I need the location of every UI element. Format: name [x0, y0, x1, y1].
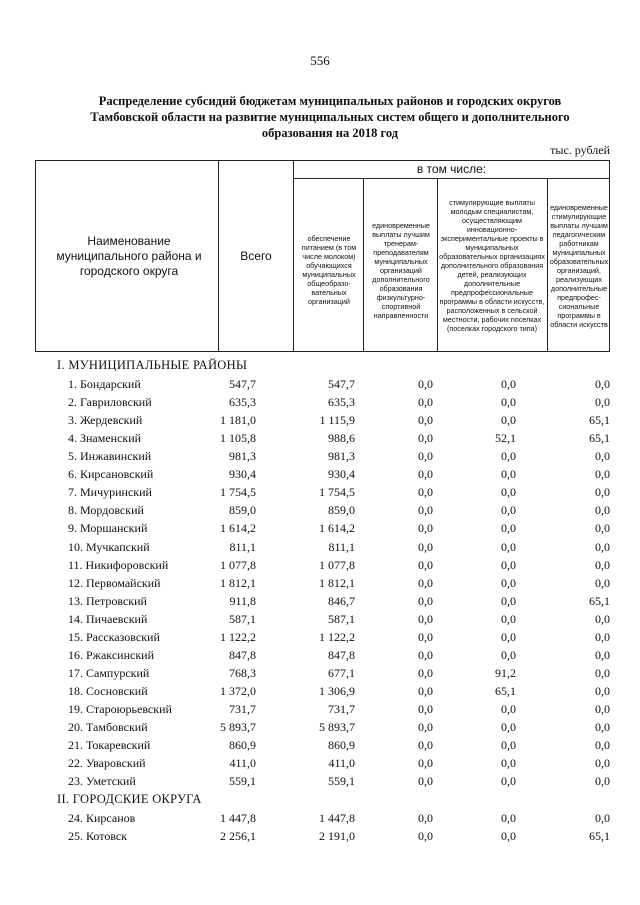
row-ped: 0,0 [595, 647, 610, 662]
row-ped: 0,0 [595, 738, 610, 753]
row-food: 811,1 [328, 539, 355, 554]
row-coach: 0,0 [418, 449, 433, 464]
row-stim: 91,2 [495, 665, 516, 680]
row-coach: 0,0 [418, 738, 433, 753]
table-row [0, 413, 640, 431]
row-total: 559,1 [229, 774, 256, 789]
row-stim: 0,0 [501, 593, 516, 608]
row-food: 1 754,5 [319, 485, 355, 500]
row-stim: 0,0 [501, 575, 516, 590]
table-row [0, 648, 640, 666]
table-row [0, 829, 640, 847]
row-food: 846,7 [328, 593, 355, 608]
row-stim: 0,0 [501, 756, 516, 771]
row-total: 635,3 [229, 395, 256, 410]
column-header-stim: стимулирующие выплаты молодым специалистам, осуществляющим инновационно- экспериментальные проекты в муниципальных образовательных организациях дополнительного образования детей, реализующих дополнительные предпрофессиональные программы в области искусств, расположенных в сельской местности, рабочих поселках (поселках городского типа) [439, 197, 545, 333]
title-line-1: Распределение субсидий бюджетам муниципальных районов и городских округов [98, 94, 562, 108]
row-name: 22. Уваровский [68, 756, 146, 771]
row-name: 25. Котовск [68, 829, 128, 844]
row-food: 1 447,8 [319, 811, 355, 826]
row-total: 981,3 [229, 449, 256, 464]
row-total: 2 256,1 [220, 829, 256, 844]
row-total: 5 893,7 [220, 720, 256, 734]
row-food: 5 893,7 [319, 720, 355, 734]
row-total: 1 105,8 [220, 431, 256, 446]
row-total: 1 812,1 [220, 575, 256, 590]
page-number: 556 [310, 53, 330, 68]
row-total: 1 372,0 [220, 683, 256, 698]
row-total: 1 754,5 [220, 485, 256, 500]
table-row [0, 540, 640, 558]
row-name: 12. Первомайский [68, 575, 161, 590]
table-row [0, 485, 640, 503]
table-row [0, 558, 640, 576]
row-food: 677,1 [328, 665, 355, 680]
row-food: 587,1 [328, 611, 355, 626]
row-name: 2. Гавриловский [68, 395, 152, 410]
title-line-3: образования на 2018 год [261, 126, 399, 140]
row-name: 9. Моршанский [68, 521, 148, 536]
row-ped: 0,0 [595, 665, 610, 680]
table-row [0, 576, 640, 594]
row-ped: 0,0 [595, 720, 610, 734]
row-food: 1 812,1 [319, 575, 355, 590]
row-food: 860,9 [328, 738, 355, 753]
row-stim: 0,0 [501, 449, 516, 464]
row-ped: 0,0 [595, 467, 610, 482]
row-ped: 0,0 [595, 503, 610, 518]
row-ped: 65,1 [589, 593, 610, 608]
table-row [0, 503, 640, 521]
row-stim: 0,0 [501, 720, 516, 734]
row-stim: 65,1 [495, 683, 516, 698]
table-row [0, 684, 640, 702]
row-total: 768,3 [229, 665, 256, 680]
table-row [0, 449, 640, 467]
row-name: 10. Мучкапский [68, 539, 150, 554]
row-food: 2 191,0 [319, 829, 355, 844]
row-name: 4. Знаменский [68, 431, 142, 446]
table-row [0, 395, 640, 413]
table-row [0, 467, 640, 485]
row-ped: 0,0 [595, 611, 610, 626]
title-line-2: Тамбовской области на развитие муниципальных систем общего и дополнительного [90, 110, 570, 124]
row-coach: 0,0 [418, 395, 433, 410]
section-heading: II. ГОРОДСКИЕ ОКРУГА [57, 792, 202, 807]
row-coach: 0,0 [418, 431, 433, 446]
column-header-name: Наименование муниципального района и городского округа [56, 233, 202, 278]
row-coach: 0,0 [418, 683, 433, 698]
row-stim: 0,0 [501, 738, 516, 753]
row-ped: 65,1 [589, 413, 610, 428]
row-coach: 0,0 [418, 774, 433, 789]
table-row [0, 774, 640, 792]
row-coach: 0,0 [418, 756, 433, 771]
row-name: 19. Староюрьевский [68, 701, 172, 716]
units-label: тыс. рублей [550, 143, 610, 157]
row-total: 811,1 [229, 539, 256, 554]
row-coach: 0,0 [418, 377, 433, 392]
row-food: 731,7 [328, 701, 355, 716]
row-coach: 0,0 [418, 485, 433, 500]
row-total: 1 181,0 [220, 413, 256, 428]
row-coach: 0,0 [418, 503, 433, 518]
column-header-including: в том числе: [416, 161, 487, 176]
table-row [0, 666, 640, 684]
row-ped: 0,0 [595, 701, 610, 716]
row-coach: 0,0 [418, 521, 433, 536]
row-food: 930,4 [328, 467, 355, 482]
table-row [0, 521, 640, 539]
row-stim: 0,0 [501, 647, 516, 662]
row-coach: 0,0 [418, 413, 433, 428]
column-header-coach: единовременные выплаты лучшим тренерам- преподавателям муниципальных организаций дополнительного образования физкультурно- спортивной направленности [372, 220, 430, 320]
row-total: 1 077,8 [220, 557, 256, 572]
row-name: 20. Тамбовский [68, 720, 148, 734]
row-ped: 0,0 [595, 575, 610, 590]
row-ped: 0,0 [595, 774, 610, 789]
row-name: 21. Токаревский [68, 738, 151, 753]
document-title [80, 93, 580, 141]
row-ped: 0,0 [595, 811, 610, 826]
row-total: 860,9 [229, 738, 256, 753]
section-heading: I. МУНИЦИПАЛЬНЫЕ РАЙОНЫ [57, 358, 248, 372]
column-header-total: Всего [240, 248, 272, 263]
row-name: 24. Кирсанов [68, 811, 136, 826]
row-ped: 0,0 [595, 449, 610, 464]
row-ped: 0,0 [595, 377, 610, 392]
row-food: 1 122,2 [319, 629, 355, 644]
table-row [0, 431, 640, 449]
row-name: 17. Сампурский [68, 665, 150, 680]
row-name: 6. Кирсановский [68, 467, 154, 482]
row-coach: 0,0 [418, 811, 433, 826]
row-coach: 0,0 [418, 829, 433, 844]
row-name: 14. Пичаевский [68, 611, 148, 626]
row-stim: 0,0 [501, 829, 516, 844]
row-coach: 0,0 [418, 701, 433, 716]
row-ped: 0,0 [595, 485, 610, 500]
row-stim: 0,0 [501, 774, 516, 789]
row-ped: 65,1 [589, 829, 610, 844]
row-name: 7. Мичуринский [68, 485, 152, 500]
row-coach: 0,0 [418, 647, 433, 662]
row-name: 13. Петровский [68, 593, 147, 608]
row-ped: 0,0 [595, 629, 610, 644]
row-name: 23. Уметский [68, 774, 136, 789]
row-name: 18. Сосновский [68, 683, 148, 698]
row-total: 731,7 [229, 701, 256, 716]
row-ped: 0,0 [595, 395, 610, 410]
row-stim: 52,1 [495, 431, 516, 446]
row-name: 5. Инжавинский [68, 449, 152, 464]
row-name: 15. Рассказовский [68, 629, 160, 644]
column-header-ped: единовременные стимулирующие выплаты лучшим педагогическим работникам муниципальных образовательных организаций, реализующих дополнительные предпрофес- сиональные программы в области искусств [549, 203, 609, 329]
row-name: 3. Жердевский [68, 413, 143, 428]
table-row [0, 630, 640, 648]
row-stim: 0,0 [501, 611, 516, 626]
row-total: 847,8 [229, 647, 256, 662]
row-food: 847,8 [328, 647, 355, 662]
row-food: 547,7 [328, 377, 355, 392]
row-stim: 0,0 [501, 377, 516, 392]
table-row [0, 377, 640, 395]
row-food: 635,3 [328, 395, 355, 410]
row-total: 1 122,2 [220, 629, 256, 644]
row-stim: 0,0 [501, 701, 516, 716]
row-stim: 0,0 [501, 395, 516, 410]
row-food: 859,0 [328, 503, 355, 518]
row-ped: 0,0 [595, 756, 610, 771]
row-coach: 0,0 [418, 611, 433, 626]
row-coach: 0,0 [418, 557, 433, 572]
table-row [0, 702, 640, 720]
row-name: 16. Ржаксинский [68, 647, 154, 662]
table-row [0, 720, 640, 738]
table-row [0, 811, 640, 829]
row-stim: 0,0 [501, 467, 516, 482]
row-coach: 0,0 [418, 467, 433, 482]
row-stim: 0,0 [501, 413, 516, 428]
row-ped: 0,0 [595, 557, 610, 572]
row-name: 1. Бондарский [68, 377, 141, 392]
row-total: 1 614,2 [220, 521, 256, 536]
row-name: 11. Никифоровский [68, 557, 169, 572]
row-stim: 0,0 [501, 503, 516, 518]
table-row [0, 594, 640, 612]
row-stim: 0,0 [501, 485, 516, 500]
row-food: 981,3 [328, 449, 355, 464]
row-ped: 65,1 [589, 431, 610, 446]
row-coach: 0,0 [418, 665, 433, 680]
row-total: 1 447,8 [220, 811, 256, 826]
row-stim: 0,0 [501, 629, 516, 644]
row-food: 988,6 [328, 431, 355, 446]
row-stim: 0,0 [501, 811, 516, 826]
table-row [0, 756, 640, 774]
row-stim: 0,0 [501, 539, 516, 554]
row-food: 1 077,8 [319, 557, 355, 572]
row-food: 1 306,9 [319, 683, 355, 698]
row-name: 8. Мордовский [68, 503, 144, 518]
row-food: 559,1 [328, 774, 355, 789]
row-stim: 0,0 [501, 521, 516, 536]
row-total: 930,4 [229, 467, 256, 482]
row-food: 1 614,2 [319, 521, 355, 536]
row-total: 911,8 [229, 593, 256, 608]
row-total: 587,1 [229, 611, 256, 626]
row-total: 547,7 [229, 377, 256, 392]
table-header [35, 160, 610, 352]
row-food: 411,0 [328, 756, 355, 771]
row-coach: 0,0 [418, 539, 433, 554]
row-coach: 0,0 [418, 629, 433, 644]
column-header-food: обеспечение питанием (в том числе молоком) обучающихся муниципальных общеобразо- вательных организаций [301, 234, 357, 306]
row-total: 411,0 [229, 756, 256, 771]
row-ped: 0,0 [595, 539, 610, 554]
row-coach: 0,0 [418, 720, 433, 734]
table-row [0, 738, 640, 756]
row-stim: 0,0 [501, 557, 516, 572]
row-coach: 0,0 [418, 593, 433, 608]
row-food: 1 115,9 [319, 413, 355, 428]
table-row [0, 612, 640, 630]
row-coach: 0,0 [418, 575, 433, 590]
row-ped: 0,0 [595, 521, 610, 536]
row-total: 859,0 [229, 503, 256, 518]
row-ped: 0,0 [595, 683, 610, 698]
